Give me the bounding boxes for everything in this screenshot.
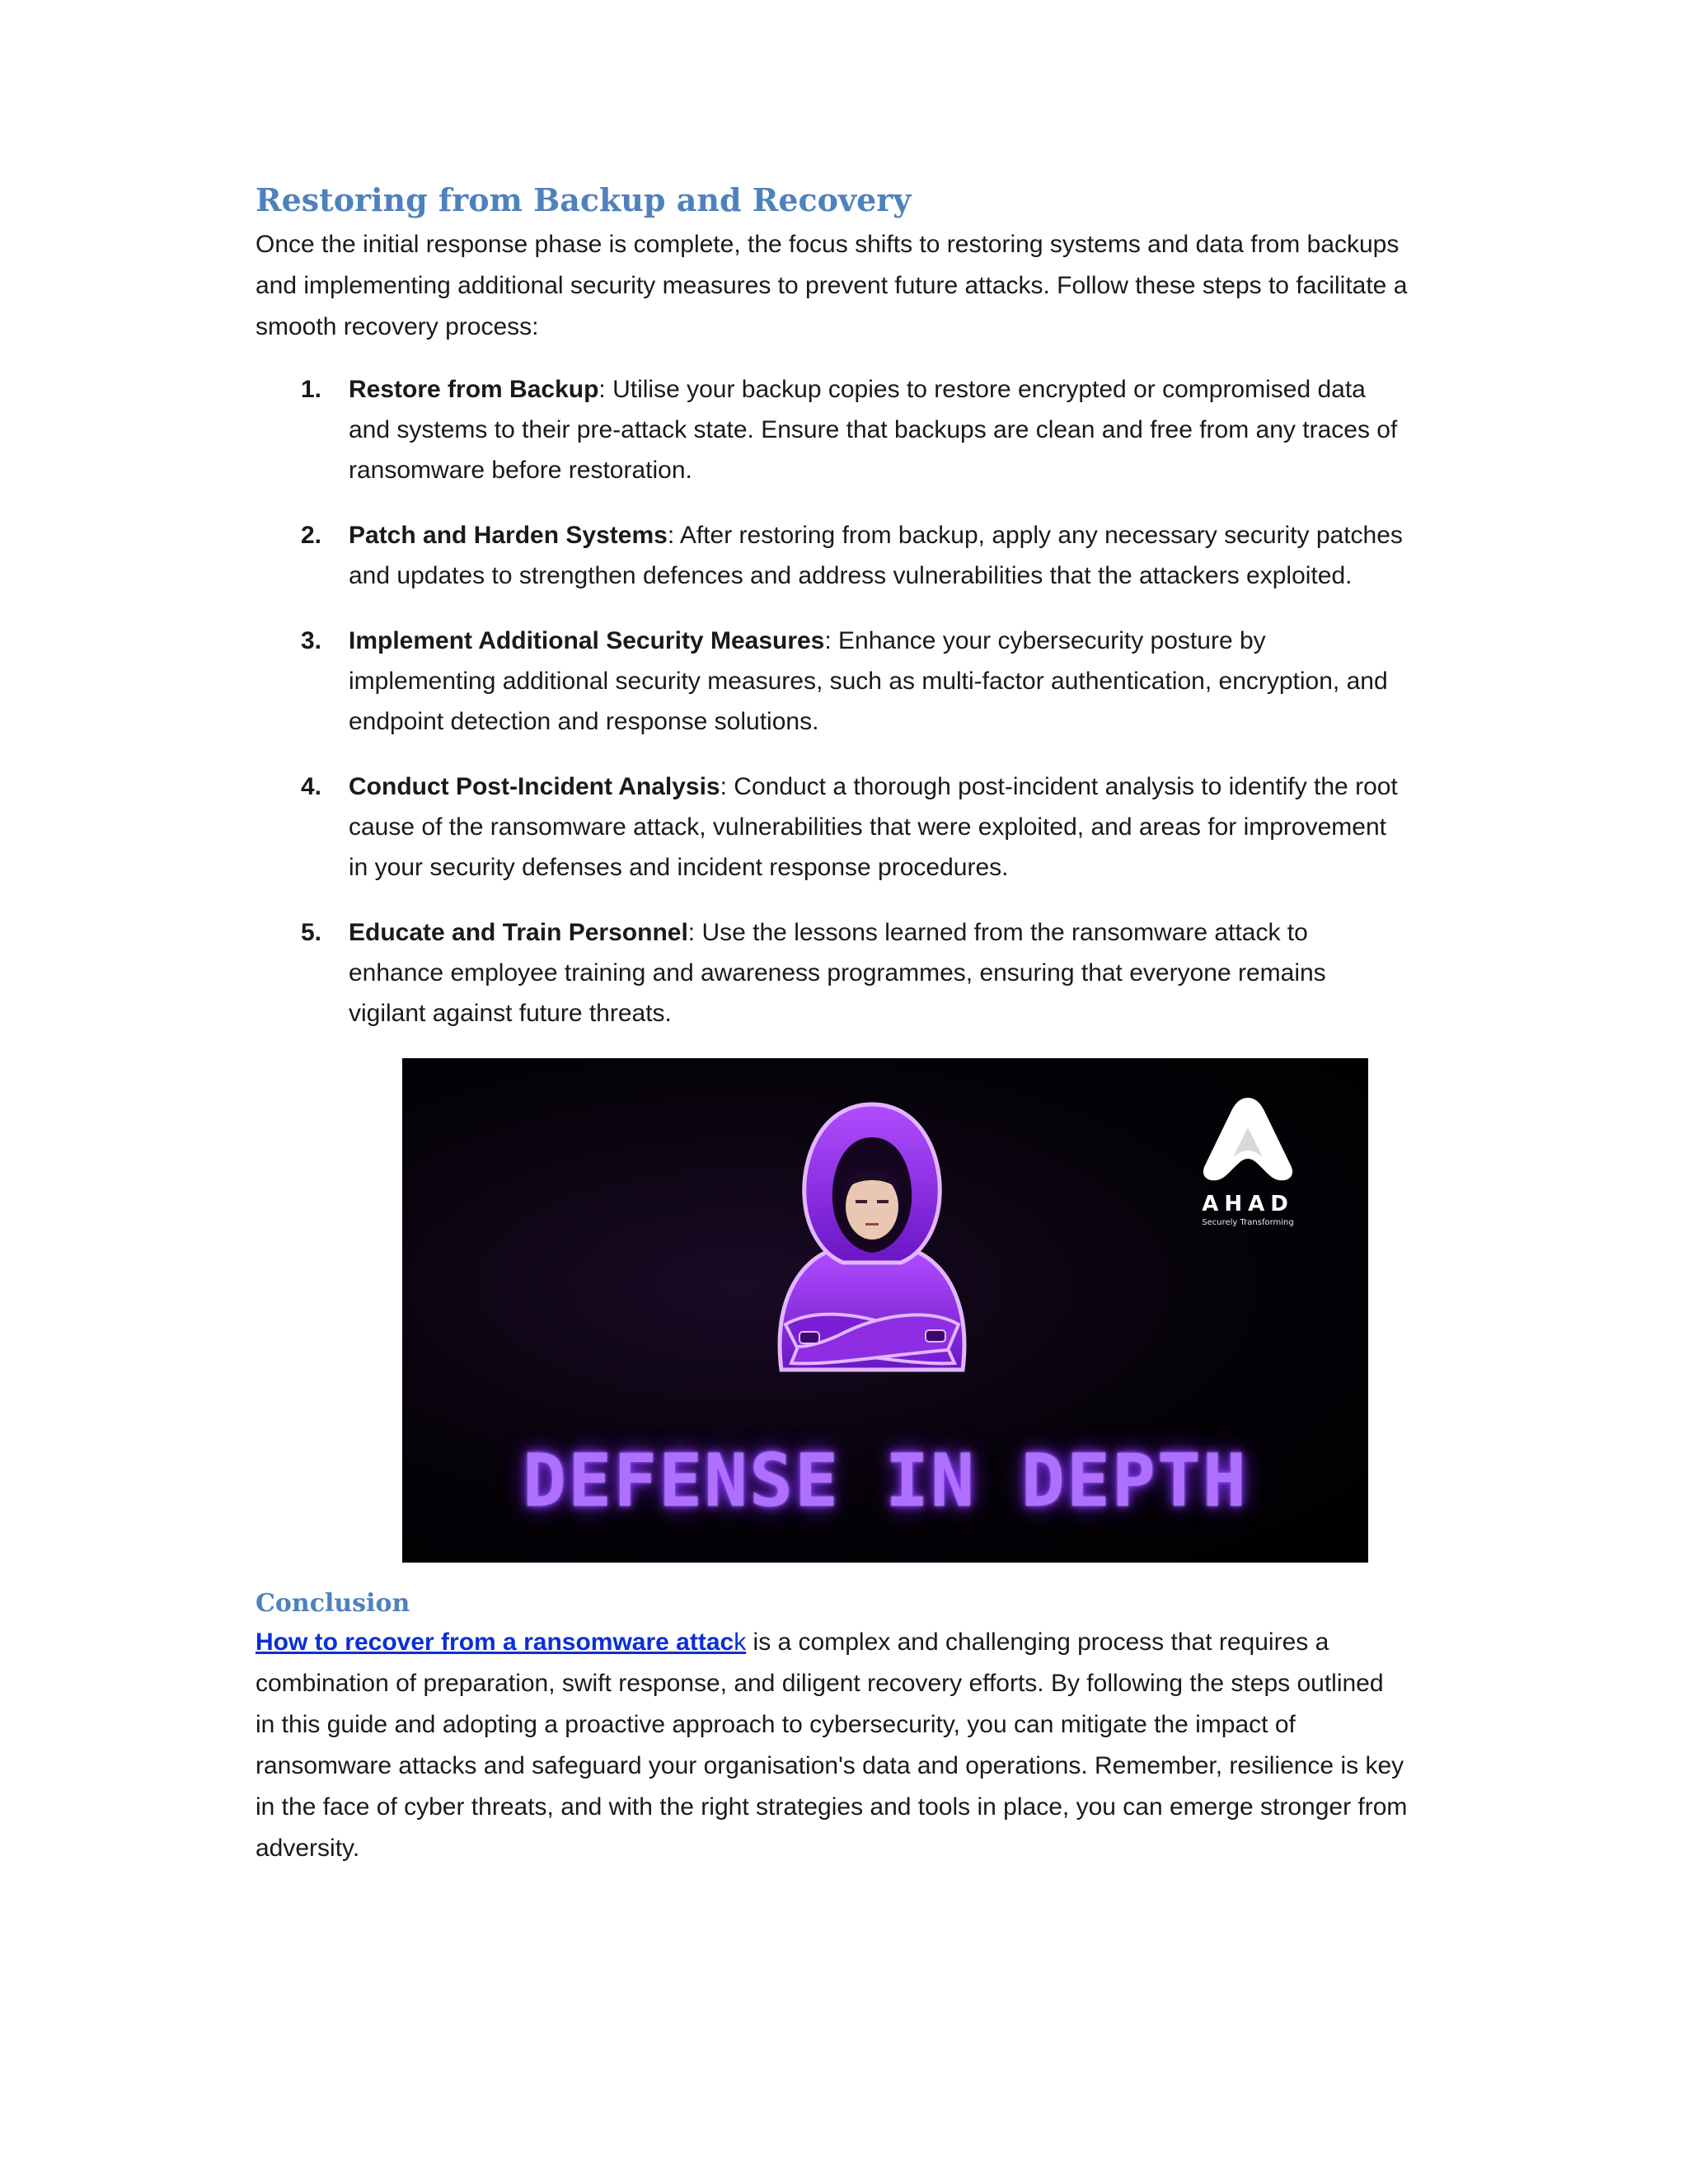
list-item [256,369,1409,490]
step-term: Educate and Train Personnel [349,918,688,946]
section-heading: Restoring from Backup and Recovery [256,181,912,218]
link-text-bold: How to recover from a ransomware attac [256,1628,734,1656]
step-term: Patch and Harden Systems [349,521,668,549]
brand-tagline: Securely Transforming [1202,1217,1294,1227]
step-text: : Use the lessons learned from the ransomware attack to enhance employee training and awareness programmes, ensuring that everyone remains vigilant against future threats. [349,918,1326,1027]
conclusion-paragraph [256,1622,1409,1869]
list-item [256,621,1409,742]
list-item [256,912,1409,1033]
step-text: : Enhance your cybersecurity posture by implementing additional security measures, such as multi-factor authentication, encryption, and endpoint detection and response solutions. [349,626,1388,735]
link-text-tail: k [734,1628,747,1656]
hooded-hacker-illustration [765,1098,979,1378]
banner-text: DEFENSE IN DEPTH [523,1437,1248,1523]
ahad-logo-icon [1198,1094,1297,1185]
step-term: Conduct Post-Incident Analysis [349,772,720,800]
conclusion-text: is a complex and challenging process that requires a combination of preparation, swift response, and diligent recovery efforts. By following the steps outlined in this guide and adopting a proactive approach to cybersecurity, you can mitigate the impact of ransomware attacks and safeguard your organisation's data and operations. Remember, resilience is key in the face of cyber threats, and with the right strategies and tools in place, you can emerge stronger from adversity. [256,1628,1408,1862]
recovery-steps-list [256,369,1409,1033]
document-page [256,181,1409,1869]
step-text: : Conduct a thorough post-incident analysis to identify the root cause of the ransomware attack, vulnerabilities that were exploited, and areas for improvement in your security defenses and incident response procedures. [349,772,1398,881]
step-term: Restore from Backup [349,375,599,403]
step-number: 3. [301,626,322,654]
conclusion-heading: Conclusion [256,1588,410,1618]
step-number: 5. [301,918,322,946]
brand-name: AHAD [1202,1191,1294,1216]
list-item [256,766,1409,888]
step-text: : Utilise your backup copies to restore encrypted or compromised data and systems to their pre-attack state. Ensure that backups are clean and free from any traces of ransomware before restoration. [349,375,1398,484]
list-item [256,515,1409,596]
defense-in-depth-image [402,1058,1368,1563]
step-text: : After restoring from backup, apply any necessary security patches and updates to strengthen defences and address vulnerabilities that the attackers exploited. [349,521,1403,589]
step-term: Implement Additional Security Measures [349,626,825,654]
step-number: 4. [301,772,322,800]
step-number: 1. [301,375,322,403]
step-number: 2. [301,521,322,549]
ahad-logo [1182,1094,1314,1227]
intro-paragraph: Once the initial response phase is complete, the focus shifts to restoring systems and data from backups and implementing additional security measures to prevent future attacks. Follow these steps to facilitate a smooth recovery process: [256,230,1408,340]
ransomware-recovery-link[interactable] [256,1629,746,1656]
